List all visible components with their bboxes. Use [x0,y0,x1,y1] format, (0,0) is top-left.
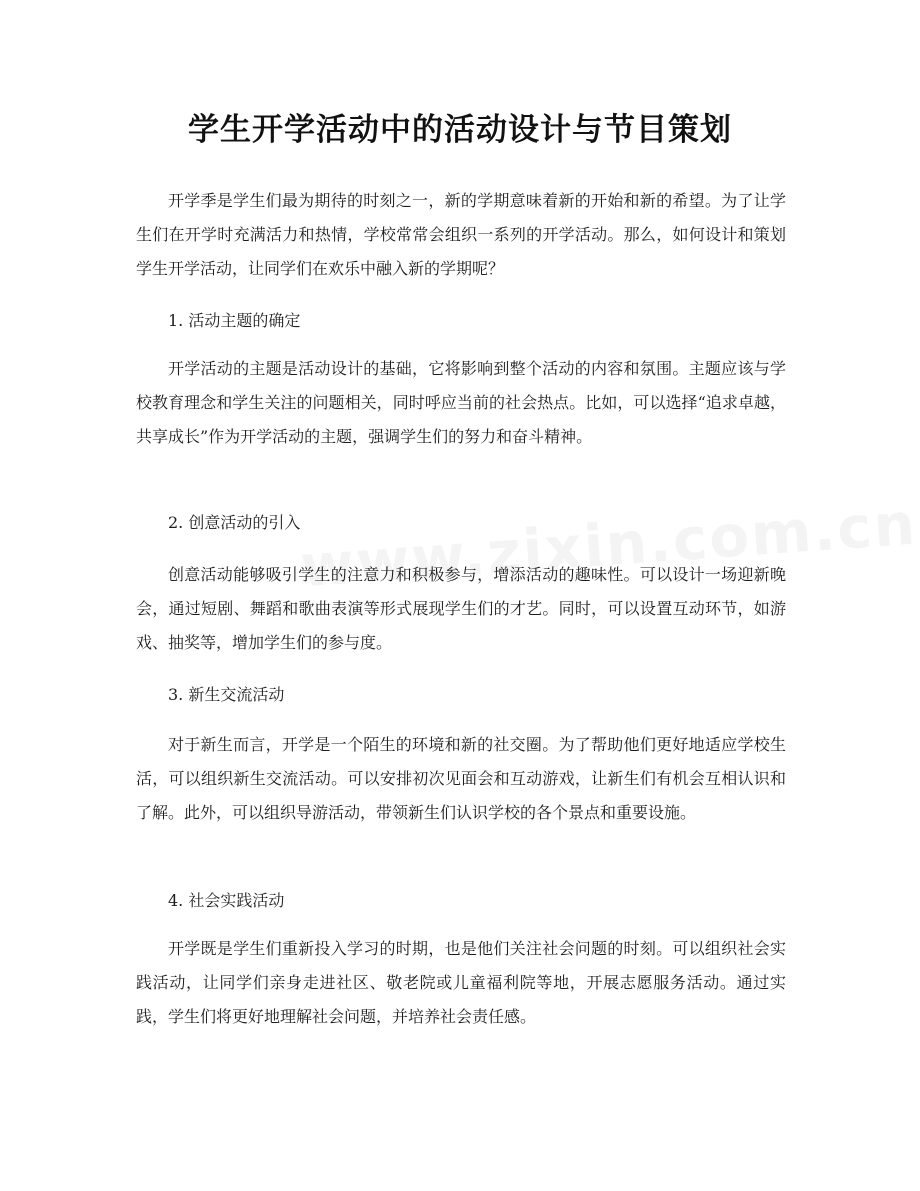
section-4-paragraph: 开学既是学生们重新投入学习的时期，也是他们关注社会问题的时刻。可以组织社会实践活动，让同学们亲身走进社区、敬老院或儿童福利院等地，开展志愿服务活动。通过实践，学生们将更好地理解社会问题，并培养社会责任感。 [136,939,786,1026]
section-3-heading: 3. 新生交流活动 [168,685,285,704]
section-4-heading: 4. 社会实践活动 [168,891,285,910]
document-title: 学生开学活动中的活动设计与节目策划 [188,112,732,148]
section-2-heading: 2. 创意活动的引入 [168,513,301,532]
section-3-paragraph: 对于新生而言，开学是一个陌生的环境和新的社交圈。为了帮助他们更好地适应学校生活，可以组织新生交流活动。可以安排初次见面会和互动游戏，让新生们有机会互相认识和了解。此外，可以组织导游活动，带领新生们认识学校的各个景点和重要设施。 [136,735,786,822]
section-1-paragraph: 开学活动的主题是活动设计的基础，它将影响到整个活动的内容和氛围。主题应该与学校教育理念和学生关注的问题相关，同时呼应当前的社会热点。比如，可以选择“追求卓越，共享成长”作为开学活动的主题，强调学生们的努力和奋斗精神。 [136,359,786,446]
intro-paragraph: 开学季是学生们最为期待的时刻之一，新的学期意味着新的开始和新的希望。为了让学生们在开学时充满活力和热情，学校常常会组织一系列的开学活动。那么，如何设计和策划学生开学活动，让同学们在欢乐中融入新的学期呢？ [136,191,786,278]
section-2-paragraph: 创意活动能够吸引学生的注意力和积极参与，增添活动的趣味性。可以设计一场迎新晚会，通过短剧、舞蹈和歌曲表演等形式展现学生们的才艺。同时，可以设置互动环节，如游戏、抽奖等，增加学生们的参与度。 [136,565,786,652]
section-1-heading: 1. 活动主题的确定 [168,311,301,330]
